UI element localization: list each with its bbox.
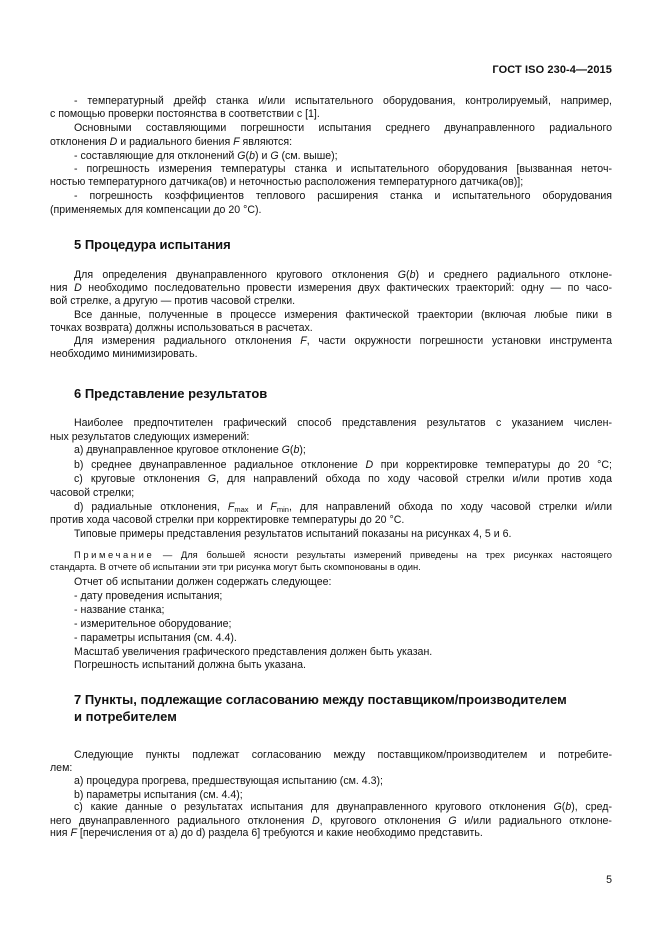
text-segment: d) радиальные отклонения, [74, 501, 228, 513]
text-line [74, 590, 612, 603]
text-segment: [перечисления от a) до d) раздела 6] требуются и какие необходимо представить. [76, 827, 483, 839]
text-segment: ния [50, 282, 75, 294]
text-line [74, 122, 612, 135]
text-segment: ( [289, 444, 294, 456]
section-5-heading: 5 Процедура испытания [74, 237, 231, 252]
math-symbol: G [553, 801, 562, 813]
text-segment: против хода часовой стрелки при корректировке температуры до 20 °C. [50, 514, 405, 526]
text-segment: - погрешность измерения температуры станка и испытательного оборудования [вызванная неточ- [74, 163, 612, 175]
text-line [50, 487, 612, 500]
text-segment: ) и [254, 150, 271, 162]
text-segment: отклонения [50, 136, 110, 148]
math-symbol: F [233, 136, 240, 148]
section-6-heading: 6 Представление результатов [74, 386, 268, 401]
text-line [50, 560, 612, 573]
text-segment: b) среднее двунаправленное радиальное отклонение [74, 459, 366, 471]
text-segment: - составляющие для отклонений [74, 150, 238, 162]
text-line [50, 204, 612, 217]
math-symbol: G [281, 444, 290, 456]
text-line [50, 176, 612, 189]
text-line [50, 827, 612, 840]
math-symbol: D [365, 459, 374, 471]
text-segment: являются: [239, 136, 293, 148]
text-segment: Типовые примеры представления результатов испытаний показаны на рисунках 4, 5 и 6. [74, 528, 512, 540]
text-segment: , кругового отклонения [319, 815, 449, 827]
text-line [74, 309, 612, 322]
text-segment: (см. выше); [278, 150, 338, 162]
text-line [74, 459, 612, 472]
text-line [50, 762, 612, 775]
text-segment: , для направлений обхода по ходу часовой стрелки и/или [288, 501, 612, 513]
text-segment: min [276, 505, 289, 514]
text-segment: точках возврата) должны использоваться в расчетах. [50, 322, 313, 334]
text-segment: Основными составляющими погрешности испытания среднего двунаправленного радиального [74, 122, 612, 134]
math-symbol: D [74, 282, 82, 294]
text-line [74, 269, 612, 282]
text-segment: Для определения двунаправленного кругового отклонения [74, 269, 398, 281]
text-line [74, 417, 612, 430]
text-segment: ностью температурного датчика(ов) и неточностью расположения температурного датчика(ов)]; [50, 176, 524, 188]
text-segment: стандарта. В отчете об испытании эти три рисунка могут быть скомпонованы в один. [50, 561, 421, 572]
text-line [50, 295, 612, 308]
math-symbol: b [293, 444, 300, 456]
text-segment: - название станка; [74, 604, 165, 616]
text-segment: Следующие пункты подлежат согласованию между поставщиком/производителем и потребите- [74, 749, 612, 761]
text-line [50, 108, 612, 121]
text-line [74, 632, 612, 645]
section-7-heading: 7 Пункты, подлежащие согласованию между поставщиком/производителем [74, 692, 567, 707]
text-segment: ния [50, 827, 71, 839]
text-line [74, 95, 612, 108]
text-line [50, 322, 612, 335]
text-segment: - дату проведения испытания; [74, 590, 223, 602]
text-line [74, 444, 612, 457]
text-line [50, 431, 612, 444]
section-7-heading-cont: и потребителем [74, 709, 177, 724]
text-line [74, 163, 612, 176]
text-segment: ); [299, 444, 306, 456]
text-segment: Наиболее предпочтителен графический способ представления результатов с указанием числен- [74, 417, 612, 429]
text-segment: и/или радиального отклоне- [456, 815, 612, 827]
text-line [74, 473, 612, 486]
text-segment: него двунаправленного радиального отклонения [50, 815, 313, 827]
text-segment: - параметры испытания (см. 4.4). [74, 632, 237, 644]
note-label: Примечание [74, 549, 155, 560]
math-symbol: F [300, 335, 307, 347]
text-segment: — Для большей ясности результаты измерений приведены на трех рисунках настоящего [154, 549, 612, 560]
text-segment: ( [561, 801, 566, 813]
text-segment: и радиального биения [117, 136, 234, 148]
text-segment: часовой стрелки; [50, 487, 135, 499]
text-line [50, 136, 612, 149]
text-segment: необходимо последовательно провести измерения двух фактических траекторий: одну — по часо- [81, 282, 612, 294]
text-segment: ( [245, 150, 250, 162]
text-segment: необходимо минимизировать. [50, 348, 198, 360]
text-line [50, 514, 612, 527]
text-segment: ), сред- [571, 801, 612, 813]
math-symbol: F [70, 827, 77, 839]
text-segment: лем: [50, 762, 73, 774]
text-line [74, 618, 612, 631]
text-segment: и [248, 501, 271, 513]
math-symbol: b [565, 801, 572, 813]
text-segment: Отчет об испытании должен содержать следующее: [74, 576, 332, 588]
text-segment: a) процедура прогрева, предшествующая испытанию (см. 4.3); [74, 775, 384, 787]
math-symbol: G [237, 150, 246, 162]
text-segment: Для измерения радиального отклонения [74, 335, 301, 347]
math-symbol: D [109, 136, 118, 148]
text-segment: ( [406, 269, 410, 281]
text-segment: вой стрелке, а другую — против часовой стрелки. [50, 295, 296, 307]
text-line [74, 604, 612, 617]
text-segment: (применяемых для компенсации до 20 °C). [50, 204, 262, 216]
math-symbol: G [207, 473, 217, 485]
text-segment: Масштаб увеличения графического представления должен быть указан. [74, 646, 433, 658]
text-line [74, 646, 612, 659]
text-line [50, 282, 612, 295]
text-segment: ных результатов следующих измерений: [50, 431, 250, 443]
math-symbol: b [249, 150, 255, 162]
text-line [50, 348, 612, 361]
math-symbol: b [409, 269, 416, 281]
text-segment: c) круговые отклонения [74, 473, 208, 485]
text-line [74, 501, 612, 514]
math-symbol: G [397, 269, 407, 281]
math-symbol: G [448, 815, 457, 827]
text-line [74, 150, 612, 163]
text-segment: Погрешность испытаний должна быть указана. [74, 659, 306, 671]
document-code-header: ГОСТ ISO 230-4—2015 [492, 64, 612, 76]
text-line [74, 659, 612, 672]
text-line [74, 801, 612, 814]
text-line [74, 749, 612, 762]
math-symbol: G [270, 150, 279, 162]
text-segment: max [234, 505, 249, 514]
page-number: 5 [606, 874, 612, 886]
math-symbol: F [227, 501, 235, 513]
text-segment: при корректировке температуры до 20 °C; [373, 459, 612, 471]
math-symbol: D [312, 815, 320, 827]
text-segment: - температурный дрейф станка и/или испытательного оборудования, контролируемый, например, [74, 95, 612, 107]
text-segment: - погрешность коэффициентов теплового расширения станка и испытательного оборудования [74, 190, 612, 202]
text-segment: , части окружности погрешности установки инструмента [306, 335, 613, 347]
text-segment: Все данные, полученные в процессе измерения фактической траектории (включая любые пики в [74, 309, 612, 321]
text-segment: с помощью проверки постоянства в соответствии с [1]. [50, 108, 320, 120]
text-segment: , для направлений обхода по ходу часовой стрелки и/или против хода [216, 473, 612, 485]
text-line [74, 576, 612, 589]
text-line [74, 528, 612, 541]
text-segment: a) двунаправленное круговое отклонение [74, 444, 282, 456]
text-line [74, 190, 612, 203]
text-segment: c) какие данные о результатах испытания для двунаправленного кругового отклонения [74, 801, 554, 813]
text-segment: - измерительное оборудование; [74, 618, 232, 630]
text-line [74, 775, 612, 788]
text-segment: ) и среднего радиального отклоне- [415, 269, 612, 281]
text-line [74, 335, 612, 348]
math-symbol: F [270, 501, 277, 513]
text-segment: b) параметры испытания (см. 4.4); [74, 789, 243, 801]
